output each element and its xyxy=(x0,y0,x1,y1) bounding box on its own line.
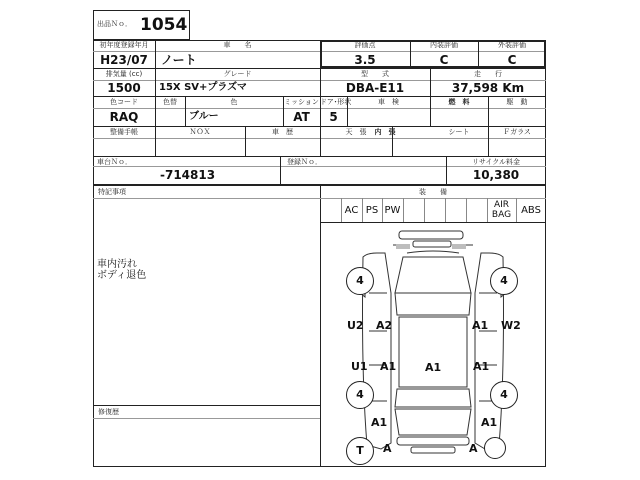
mileage-value: 37,598 Km xyxy=(451,81,525,95)
lot-number-value: 1054 xyxy=(140,15,188,35)
tire-rear-right: 4 xyxy=(490,381,518,409)
model-name-label: 車 名 xyxy=(223,41,252,49)
model-name-value: ノート xyxy=(161,53,197,67)
displacement-value: 1500 xyxy=(107,81,141,95)
damage-w2: W2 xyxy=(501,319,521,332)
interior-label: 内装評価 xyxy=(430,41,458,49)
damage-a1-rear-right-door: A1 xyxy=(473,360,490,373)
doors-label: ドア･形状 xyxy=(320,98,352,106)
registration-label: 登録Ｎｏ． xyxy=(287,158,322,166)
damage-a1-rear-right: A1 xyxy=(481,416,498,429)
inspection-label: 車 検 xyxy=(378,98,399,106)
color-value: ブルー xyxy=(189,111,219,122)
damage-a1-rear-left-door: A1 xyxy=(380,360,397,373)
equipment-abs: ABS xyxy=(521,205,541,216)
transmission-value: AT xyxy=(293,110,310,124)
model-code-label: 型 式 xyxy=(361,70,389,78)
seat-label: シート xyxy=(448,128,470,136)
recycle-value: 10,380 xyxy=(472,168,520,182)
grade-label: グレード xyxy=(223,70,252,78)
drive-label: 駆 動 xyxy=(506,98,528,106)
first-reg-label: 初年度登録年月 xyxy=(99,41,149,49)
damage-a-trunk-right: A xyxy=(469,442,478,455)
interior-trim-label: 内 張 xyxy=(374,128,396,136)
transmission-label: ミッション xyxy=(284,98,319,106)
model-code-value: DBA-E11 xyxy=(345,81,405,95)
chassis-value: -714813 xyxy=(160,168,216,182)
interior-value: C xyxy=(439,53,449,67)
first-reg-value: H23/07 xyxy=(100,53,148,67)
color-code-label: 色コード xyxy=(110,98,138,106)
tire-front-left: 4 xyxy=(346,267,374,295)
note-line-2: ボディ退色 xyxy=(97,270,147,281)
equipment-ps: PS xyxy=(365,205,379,216)
equipment-airbag: AIR BAG xyxy=(491,200,512,220)
equipment-ac: AC xyxy=(344,205,359,216)
equipment-pw: PW xyxy=(384,205,401,216)
equipment-label: 装 備 xyxy=(419,188,447,196)
recycle-label: リサイクル料金 xyxy=(471,158,521,166)
color-type-label: 色替 xyxy=(163,98,177,106)
maintenance-label: 整備手帳 xyxy=(110,128,138,136)
mileage-label: 走 行 xyxy=(474,70,502,78)
tire-rear-left: 4 xyxy=(346,381,374,409)
score-value: 3.5 xyxy=(354,53,376,67)
damage-u1: U1 xyxy=(351,360,368,373)
color-code-value: RAQ xyxy=(109,110,139,124)
displacement-label: 排気量 (cc) xyxy=(105,70,143,78)
damage-a2: A2 xyxy=(376,319,393,332)
score-label: 評価点 xyxy=(354,41,376,49)
exterior-value: C xyxy=(507,53,517,67)
chassis-label: 車台Ｎｏ． xyxy=(97,158,132,166)
damage-a1-front-right: A1 xyxy=(472,319,489,332)
history-label: 車 歴 xyxy=(272,128,293,136)
notes-label: 特記事項 xyxy=(98,188,126,196)
repair-label: 修復歴 xyxy=(98,408,119,416)
grade-value: 15X SV+プラズマ xyxy=(159,82,247,93)
doors-value: 5 xyxy=(329,110,338,124)
lot-number-label: 出品Ｎｏ． xyxy=(97,20,132,28)
damage-bar-front-left xyxy=(396,244,410,249)
lot-number-box xyxy=(93,10,190,40)
fuel-label: 燃 料 xyxy=(448,98,470,106)
rear-right-circle xyxy=(484,437,506,459)
car-diagram xyxy=(321,223,545,466)
damage-u2: U2 xyxy=(347,319,364,332)
damage-a1-roof: A1 xyxy=(425,361,442,374)
exterior-label: 外装評価 xyxy=(498,41,526,49)
damage-a1-rear-left: A1 xyxy=(371,416,388,429)
glass-label: Ｆガラス xyxy=(503,128,531,136)
spare-tire-mark: T xyxy=(346,437,374,465)
nox-label: ＮＯＸ xyxy=(189,128,211,136)
damage-bar-front-right xyxy=(452,244,466,249)
color-label: 色 xyxy=(230,98,238,106)
note-line-1: 車内汚れ xyxy=(97,259,137,270)
damage-a-trunk-left: A xyxy=(383,442,392,455)
sunroof-label: 天 張 xyxy=(345,128,367,136)
tire-front-right: 4 xyxy=(490,267,518,295)
